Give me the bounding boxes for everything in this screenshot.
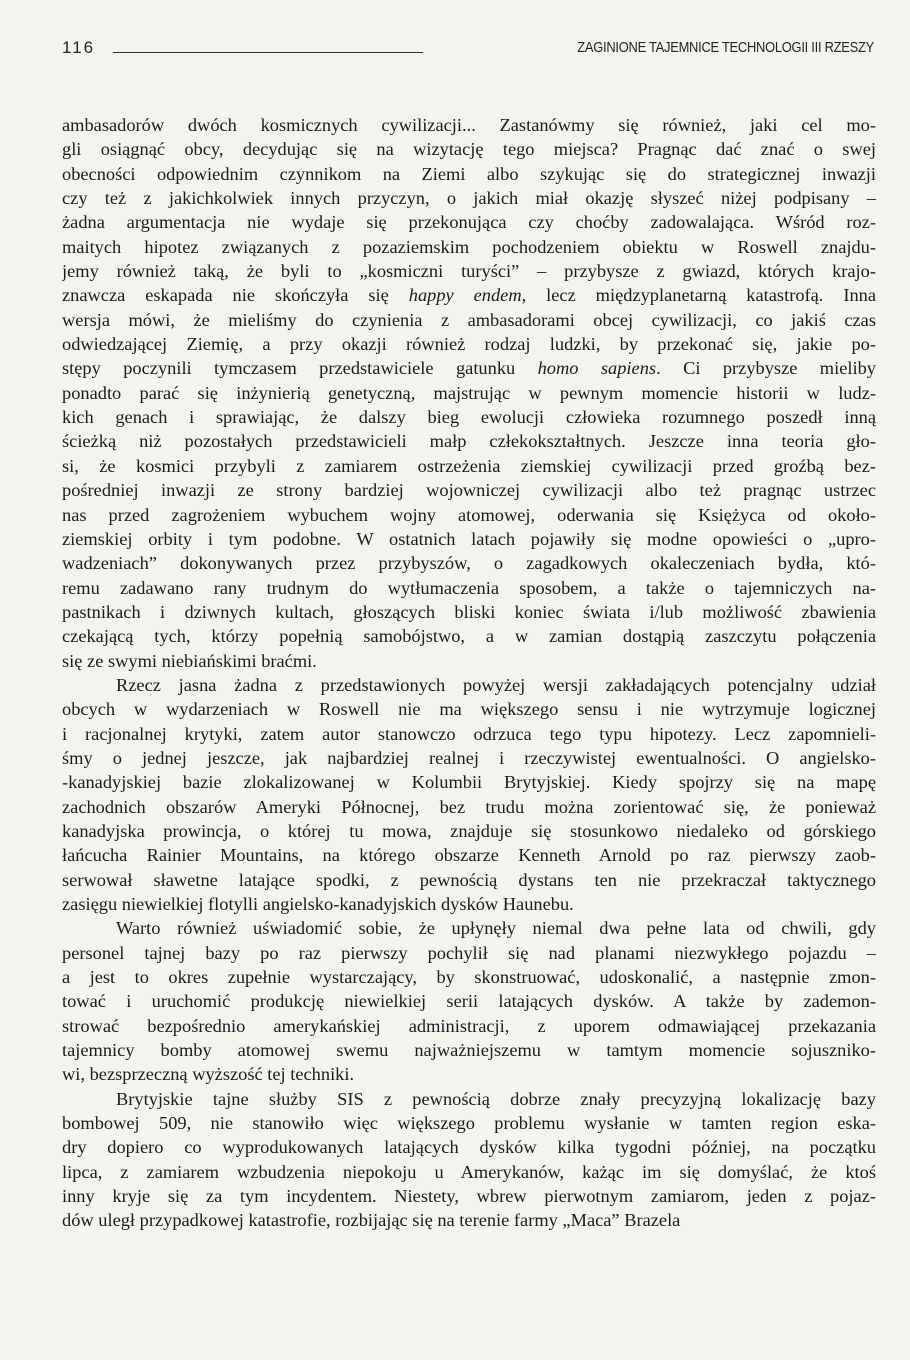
paragraph xyxy=(62,1087,876,1233)
text-line: jemy również taką, że byli to „kosmiczni turyści” – przybysze z gwiazd, których krajo- xyxy=(62,261,876,282)
text-line: zachodnich obszarów Ameryki Północnej, bez trudu można zorientować się, że ponieważ xyxy=(62,796,876,817)
text-line: żadna argumentacja nie wydaje się przekonująca czy choćby zadowalająca. Wśród roz- xyxy=(62,212,876,233)
text-line: znawcza eskapada nie skończyła się happy endem, lecz międzyplanetarną katastrofą. Inna xyxy=(62,285,876,306)
text-line: ambasadorów dwóch kosmicznych cywilizacji... Zastanówmy się również, jaki cel mo- xyxy=(62,115,876,135)
text-line: tajemnicy bomby atomowej swemu najważniejszemu w tamtym momencie sojuszniko- xyxy=(62,1040,876,1061)
text-line: wi, bezsprzeczną wyższość tej techniki. xyxy=(62,1064,355,1085)
text-line: pośredniej inwazji ze strony bardziej wojowniczej cywilizacji albo też pragnąc ustrzec xyxy=(62,480,876,501)
text-line: czekającą tych, którzy popełnią samobójstwo, a w zamian dostąpią zaszczytu połączenia xyxy=(62,626,876,647)
text-line: śmy o jednej jeszcze, jak najbardziej realnej i rzeczywistej ewentualności. O angielsko- xyxy=(62,747,876,768)
text-line: kich genach i sprawiając, że dalszy bieg ewolucji człowieka rozumnego poszedł inną xyxy=(62,407,876,428)
text-line: inny kryje się za tym incydentem. Niestety, wbrew pierwotnym zamiarom, jeden z pojaz- xyxy=(62,1186,876,1207)
text-line: ziemskiej orbity i tym podobne. W ostatnich latach pojawiły się modne opowieści o „upro- xyxy=(62,528,876,549)
running-head xyxy=(62,34,874,58)
text-line: pastnikach i dziwnych kultach, głoszących bliski koniec świata i/lub możliwość zbawienia xyxy=(62,601,876,622)
body-text xyxy=(62,113,876,1233)
text-line: lipca, z zamiarem wzbudzenia niepokoju u Amerykanów, każąc im się domyślać, że ktoś xyxy=(62,1161,876,1182)
text-line: dry dopiero co wyprodukowanych latających dysków kilka tygodni później, na początku xyxy=(62,1137,876,1158)
text-line: dów uległ przypadkowej katastrofie, rozbijając się na terenie farmy „Maca” Brazela xyxy=(62,1210,681,1231)
header-rule xyxy=(113,52,423,53)
text-line: się ze swymi niebiańskimi braćmi. xyxy=(62,650,317,671)
text-line: i racjonalnej krytyki, zatem autor stanowczo odrzuca tego typu hipotezy. Lecz zapomnieli- xyxy=(62,723,876,744)
text-line: Warto również uświadomić sobie, że upłynęły niemal dwa pełne lata od chwili, gdy xyxy=(116,918,876,939)
italic-phrase: happy endem xyxy=(408,285,522,306)
paragraph xyxy=(62,113,876,673)
running-title: ZAGINIONE TAJEMNICE TECHNOLOGII III RZESZY xyxy=(577,39,874,56)
text-line: strować bezpośrednio amerykańskiej administracji, z uporem odmawiającej przekazania xyxy=(62,1015,876,1036)
text-line: ponadto parać się inżynierią genetyczną, majstrując w pewnym momencie historii w ludz- xyxy=(62,382,876,403)
paragraph xyxy=(62,673,876,916)
text-line: si, że kosmici przybyli z zamiarem ostrzeżenia ziemskiej cywilizacji przed groźbą bez- xyxy=(62,455,876,476)
text-line: bombowej 509, nie stanowiło więc większego problemu wysłanie w tamten region eska- xyxy=(62,1113,876,1134)
text-line: -kanadyjskiej bazie zlokalizowanej w Kolumbii Brytyjskiej. Kiedy spojrzy się na mapę xyxy=(62,772,876,793)
text-line: Rzecz jasna żadna z przedstawionych powyżej wersji zakładających potencjalny udział xyxy=(116,674,876,695)
text-line: serwował sławetne latające spodki, z pewnością dystans ten nie przekraczał taktycznego xyxy=(62,869,876,890)
text-line: remu zadawano rany trudnym do wytłumaczenia sposobem, a także o tajemniczych na- xyxy=(62,577,876,598)
text-line: łańcucha Rainier Mountains, na którego obszarze Kenneth Arnold po raz pierwszy zaob- xyxy=(62,845,876,866)
text-line: zasięgu niewielkiej flotylli angielsko-kanadyjskich dysków Haunebu. xyxy=(62,894,574,914)
text-line: gli osiągnąć obcy, decydując się na wizytację tego miejsca? Pragnąc dać znać o swej xyxy=(62,139,876,160)
text-line: stępy poczynili tymczasem przedstawiciele gatunku homo sapiens. Ci przybysze mieliby xyxy=(62,358,876,379)
text-line: nas przed zagrożeniem wybuchem wojny atomowej, oderwania się Księżyca od około- xyxy=(62,504,876,525)
text-line: obecności odpowiednim czynnikom na Ziemi albo szykując się do strategicznej inwazji xyxy=(62,163,876,184)
text-line: wersja mówi, że mieliśmy do czynienia z ambasadorami obcej cywilizacji, co jakiś czas xyxy=(62,309,876,330)
text-line: tować i uruchomić produkcję niewielkiej serii latających dysków. A także by zademon- xyxy=(62,991,876,1012)
text-line: wadzeniach” dokonywanych przez przybyszów, o zagadkowych okaleczeniach bydła, któ- xyxy=(62,553,876,574)
text-line: a jest to okres zupełnie wystarczający, by skonstruować, udoskonalić, a następnie zmon- xyxy=(62,967,876,988)
text-line: czy też z jakichkolwiek innych przyczyn, o jakich miał okazję słyszeć niżej podpisany – xyxy=(62,188,876,209)
text-line: personel tajnej bazy po raz pierwszy pochylił się nad planami niezwykłego pojazdu – xyxy=(62,942,876,963)
text-line: odwiedzającej Ziemię, a przy okazji również rodzaj ludzki, by przekonać się, jakie po- xyxy=(62,334,876,355)
paragraph xyxy=(62,916,876,1086)
text-line: Brytyjskie tajne służby SIS z pewnością dobrze znały precyzyjną lokalizację bazy xyxy=(116,1088,876,1109)
text-line: maitych hipotez związanych z pozaziemskim pochodzeniem obiektu w Roswell znajdu- xyxy=(62,236,876,257)
page-number: 116 xyxy=(62,38,96,57)
text-line: obcych w wydarzeniach w Roswell nie ma większego sensu i nie wytrzymuje logicznej xyxy=(62,699,876,720)
text-line: kanadyjska prowincja, o której tu mowa, znajduje się stosunkowo niedaleko od górskiego xyxy=(62,820,876,841)
italic-phrase: homo sapiens xyxy=(537,358,657,379)
text-line: ścieżką niż pozostałych przedstawicieli małp człekokształtnych. Jeszcze inna teoria gło- xyxy=(62,431,876,452)
